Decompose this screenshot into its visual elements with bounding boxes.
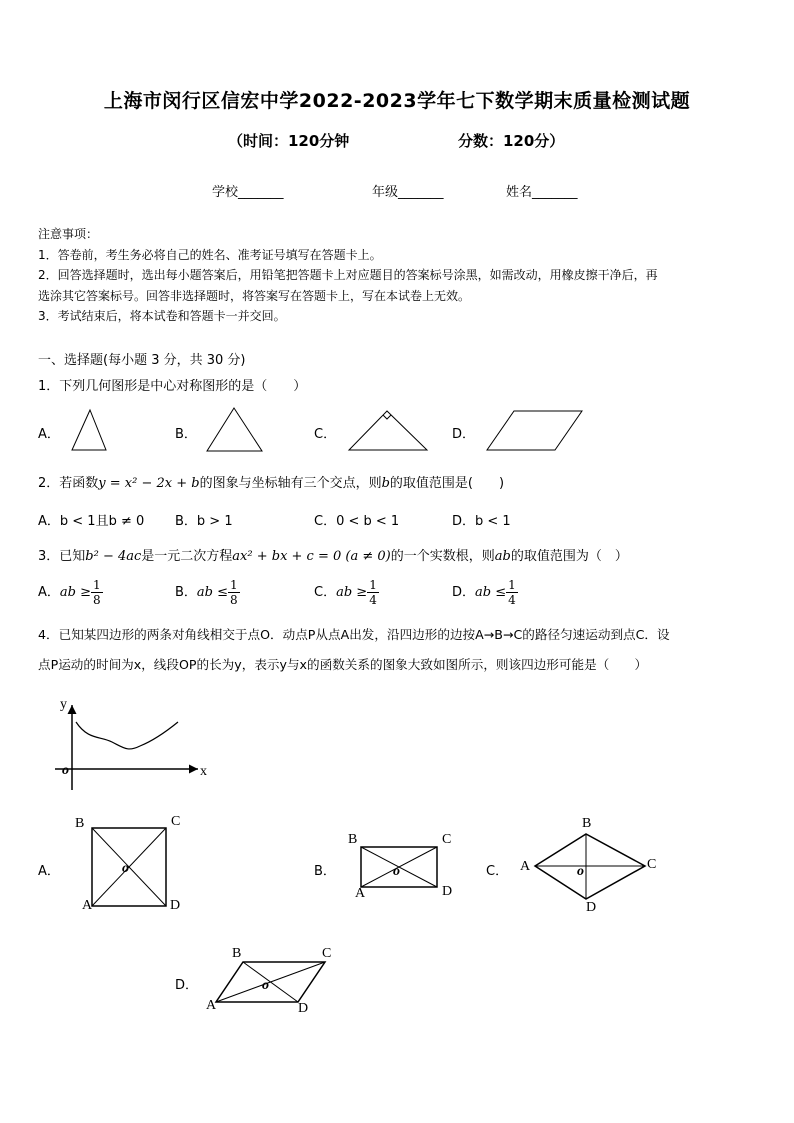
vertex-label: B [232, 946, 242, 961]
vertex-label: A [355, 886, 366, 901]
exam-time: （时间：120分钟 [228, 132, 350, 150]
vertex-label: B [75, 816, 85, 831]
notes-heading: 注意事项： [38, 227, 99, 241]
exam-score: 分数：120分） [458, 132, 565, 150]
option-label: A． [38, 585, 60, 600]
name-field: 姓名_______ [506, 185, 578, 200]
note-item: 1．答卷前，考生务必将自己的姓名、准考证号填写在答题卡上。 [38, 247, 382, 262]
question-1-stem: 1．下列几何图形是中心对称图形的是（ ） [38, 379, 307, 394]
q2-option-b: B．b > 1 [175, 514, 233, 529]
vertex-label: A [520, 859, 531, 874]
rhombus-figure [535, 834, 645, 899]
q3-text: 的一个实数根，则 [390, 549, 495, 564]
q2-option-c: C．0 < b < 1 [314, 514, 400, 529]
vertex-label: A [82, 898, 93, 913]
option-label: B． [175, 585, 197, 600]
q1-option-a: A． [38, 427, 60, 442]
question-4-line1: 4．已知某四边形的两条对角线相交于点O．动点P从点A出发，沿四边形的边按A→B→C的路径匀速运动到点C．设 [38, 627, 670, 642]
page-title: 上海市闵行区信宏中学2022-2023学年七下数学期末质量检测试题 [103, 90, 691, 112]
q3-expression: b² − 4ac [85, 549, 142, 564]
graph-x-label: x [200, 764, 207, 779]
vertex-label: A [206, 998, 217, 1013]
center-label: o [122, 861, 129, 876]
q3-equation: ax² + bx + c = 0 (a ≠ 0) [232, 549, 391, 564]
vertex-label: D [586, 900, 597, 915]
numerator: 1 [93, 578, 101, 592]
vertex-label: C [171, 814, 181, 829]
vertex-label: B [582, 816, 592, 831]
q2-variable: b [381, 476, 390, 491]
grade-field: 年级_______ [372, 185, 444, 200]
question-4-line2: 点P运动的时间为x，线段OP的长为y，表示y与x的函数关系的图象大致如图所示，则该四边形可能是（ ） [38, 657, 648, 672]
vertex-label: B [348, 832, 358, 847]
center-label: o [262, 978, 269, 993]
section-title: 一、选择题(每小题 3 分，共 30 分) [38, 353, 246, 368]
vertex-label: D [298, 1001, 309, 1016]
q4-option-a: A． [38, 864, 60, 879]
denominator: 4 [369, 593, 377, 607]
numerator: 1 [508, 578, 516, 592]
q1-option-b: B． [175, 427, 197, 442]
q2-text: 的取值范围是( ) [389, 476, 505, 491]
q1-option-c: C． [314, 427, 337, 442]
q3-text: 的取值范围为（ ） [510, 549, 628, 564]
q1-option-d: D． [452, 427, 476, 442]
option-label: C． [314, 585, 337, 600]
q2-text: 2．若函数 [38, 476, 99, 491]
q2-text: 的图象与坐标轴有三个交点，则 [199, 476, 382, 491]
option-label: D． [452, 585, 476, 600]
numerator: 1 [369, 578, 377, 592]
note-item: 选涂其它答案标号。回答非选择题时，将答案写在答题卡上，写在本试卷上无效。 [38, 288, 471, 303]
vertex-label: C [322, 946, 332, 961]
q4-option-b: B． [314, 864, 336, 879]
q3-text: 3．已知 [38, 549, 86, 564]
square-figure [92, 828, 166, 906]
center-label: o [393, 864, 400, 879]
vertex-label: C [647, 857, 657, 872]
vertex-label: D [170, 898, 181, 913]
q3-text: 是一元二次方程 [141, 549, 233, 564]
denominator: 8 [230, 593, 238, 607]
q4-option-d: D． [175, 978, 199, 993]
option-expr: ab ≤ [196, 585, 229, 600]
note-item: 2．回答选择题时，选出每小题答案后，用铅笔把答题卡上对应题目的答案标号涂黑，如需改动，用橡皮擦干净后，再 [38, 268, 658, 282]
denominator: 8 [93, 593, 101, 607]
q3-variable: ab [494, 549, 511, 564]
graph-origin-label: o [62, 763, 69, 778]
option-expr: ab ≤ [475, 585, 507, 600]
vertex-label: D [442, 884, 453, 899]
parallelogram-figure [216, 962, 325, 1002]
school-field: 学校_______ [212, 185, 284, 200]
option-expr: ab ≥ [336, 585, 368, 600]
option-expr: ab ≥ [59, 585, 92, 600]
q2-option-d: D．b < 1 [452, 514, 511, 529]
note-item: 3．考试结束后，将本试卷和答题卡一并交回。 [38, 309, 286, 323]
q2-formula: y = x² − 2x + b [98, 476, 200, 491]
center-label: o [577, 864, 584, 879]
graph-y-label: y [60, 697, 67, 712]
numerator: 1 [230, 578, 238, 592]
q2-option-a: A．b < 1且b ≠ 0 [38, 514, 145, 529]
vertex-label: C [442, 832, 452, 847]
q4-option-c: C． [486, 864, 509, 879]
denominator: 4 [508, 593, 516, 607]
